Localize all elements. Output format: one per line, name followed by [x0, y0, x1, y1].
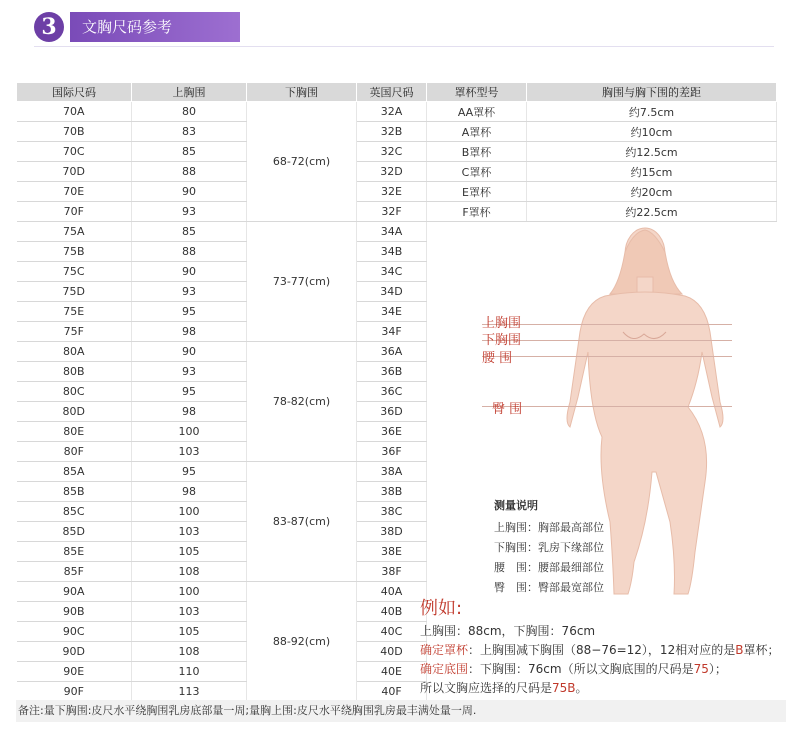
cell-uk-size: 36F [357, 442, 427, 462]
cell-uk-size: 38E [357, 542, 427, 562]
table-row [17, 162, 777, 182]
cell-uk-size: 40C [357, 622, 427, 642]
cell-uk-size: 38F [357, 562, 427, 582]
cell-uk-size: 34A [357, 222, 427, 242]
footnote: 备注:量下胸围:皮尺水平绕胸围乳房底部量一周;量胸上围:皮尺水平绕胸围乳房最丰满处量一周. [16, 700, 786, 722]
section-number-badge: 3 [34, 12, 64, 42]
cell-upper-bust: 113 [132, 682, 247, 702]
cell-difference: 约12.5cm [527, 142, 777, 162]
cell-cup-type: F罩杯 [427, 202, 527, 222]
label-waist: 腰 围 [482, 351, 513, 366]
table-row [17, 102, 777, 122]
cell-upper-bust: 105 [132, 542, 247, 562]
cell-intl-size: 80F [17, 442, 132, 462]
col-header-uk-size: 英国尺码 [357, 83, 427, 102]
cell-intl-size: 70D [17, 162, 132, 182]
cell-intl-size: 75D [17, 282, 132, 302]
example-line-2 [420, 641, 790, 660]
col-header-difference: 胸围与胸下围的差距 [527, 83, 777, 102]
cell-uk-size: 32D [357, 162, 427, 182]
cell-upper-bust: 88 [132, 242, 247, 262]
table-row [17, 182, 777, 202]
cell-upper-bust: 93 [132, 362, 247, 382]
cell-uk-size: 38A [357, 462, 427, 482]
cell-uk-size: 36A [357, 342, 427, 362]
cell-uk-size: 32E [357, 182, 427, 202]
cell-upper-bust: 100 [132, 502, 247, 522]
cell-uk-size: 34D [357, 282, 427, 302]
cell-intl-size: 75A [17, 222, 132, 242]
cell-under-bust: 73-77(cm) [247, 222, 357, 342]
example-cup-end: 罩杯； [743, 643, 780, 657]
cell-upper-bust: 98 [132, 482, 247, 502]
cell-intl-size: 75E [17, 302, 132, 322]
cell-intl-size: 70B [17, 122, 132, 142]
cell-difference: 约15cm [527, 162, 777, 182]
cell-intl-size: 80A [17, 342, 132, 362]
cell-uk-size: 36C [357, 382, 427, 402]
example-box [420, 598, 790, 698]
cell-uk-size: 34C [357, 262, 427, 282]
cell-uk-size: 32F [357, 202, 427, 222]
cell-upper-bust: 98 [132, 322, 247, 342]
cell-cup-type: B罩杯 [427, 142, 527, 162]
cell-upper-bust: 110 [132, 662, 247, 682]
cell-uk-size: 40E [357, 662, 427, 682]
cell-intl-size: 85D [17, 522, 132, 542]
cell-upper-bust: 108 [132, 642, 247, 662]
cell-upper-bust: 83 [132, 122, 247, 142]
cell-uk-size: 38D [357, 522, 427, 542]
label-hip: 臀 围 [492, 402, 523, 417]
example-title: 例如: [420, 598, 463, 619]
cell-uk-size: 34B [357, 242, 427, 262]
cell-upper-bust: 90 [132, 182, 247, 202]
cell-intl-size: 75C [17, 262, 132, 282]
label-upper-bust: 上胸围 [482, 316, 522, 331]
cell-under-bust: 88-92(cm) [247, 582, 357, 702]
cell-intl-size: 70F [17, 202, 132, 222]
cell-uk-size: 40B [357, 602, 427, 622]
cell-intl-size: 80D [17, 402, 132, 422]
example-cup-text: ：上胸围减下胸围（88−76=12），12相对应的是 [468, 643, 736, 657]
cell-intl-size: 90C [17, 622, 132, 642]
example-cup-label: 确定罩杯 [420, 643, 469, 657]
cell-under-bust: 68-72(cm) [247, 102, 357, 222]
measurement-explanation [494, 496, 604, 598]
cell-difference: 约22.5cm [527, 202, 777, 222]
cell-upper-bust: 90 [132, 342, 247, 362]
cell-uk-size: 34F [357, 322, 427, 342]
cell-intl-size: 75F [17, 322, 132, 342]
cell-upper-bust: 103 [132, 522, 247, 542]
cell-uk-size: 32A [357, 102, 427, 122]
cell-intl-size: 80B [17, 362, 132, 382]
cell-uk-size: 40D [357, 642, 427, 662]
cell-upper-bust: 103 [132, 442, 247, 462]
header-divider [34, 46, 774, 47]
explanation-line: 下胸围：乳房下缘部位 [494, 541, 604, 554]
cell-intl-size: 75B [17, 242, 132, 262]
cell-intl-size: 85B [17, 482, 132, 502]
cell-cup-type: E罩杯 [427, 182, 527, 202]
section-title: 文胸尺码参考 [70, 12, 240, 42]
col-header-upper-bust: 上胸围 [132, 83, 247, 102]
cell-upper-bust: 93 [132, 282, 247, 302]
table-row [17, 122, 777, 142]
cell-uk-size: 36E [357, 422, 427, 442]
explanation-line: 臀 围：臀部最宽部位 [494, 581, 604, 594]
explanation-line: 腰 围：腰部最细部位 [494, 561, 604, 574]
example-band-end: ）； [708, 662, 727, 676]
example-band-text: ：下胸围：76cm（所以文胸底围的尺码是 [468, 662, 694, 676]
cell-intl-size: 85F [17, 562, 132, 582]
cell-upper-bust: 85 [132, 142, 247, 162]
cell-intl-size: 85A [17, 462, 132, 482]
explanation-line: 上胸围：胸部最高部位 [494, 521, 604, 534]
cell-upper-bust: 108 [132, 562, 247, 582]
label-under-bust: 下胸围 [482, 333, 522, 348]
waist-line [482, 356, 732, 357]
cell-upper-bust: 93 [132, 202, 247, 222]
cell-intl-size: 90E [17, 662, 132, 682]
cell-upper-bust: 100 [132, 422, 247, 442]
cell-uk-size: 40A [357, 582, 427, 602]
col-header-under-bust: 下胸围 [247, 83, 357, 102]
cell-upper-bust: 98 [132, 402, 247, 422]
cell-cup-type: A罩杯 [427, 122, 527, 142]
cell-intl-size: 70E [17, 182, 132, 202]
table-row [17, 142, 777, 162]
cell-uk-size: 38C [357, 502, 427, 522]
cell-difference: 约10cm [527, 122, 777, 142]
example-line-1: 上胸围：88cm，下胸围：76cm [420, 624, 596, 638]
cell-uk-size: 32C [357, 142, 427, 162]
cell-uk-size: 36B [357, 362, 427, 382]
cell-upper-bust: 80 [132, 102, 247, 122]
example-result-end: 。 [575, 681, 588, 695]
cell-uk-size: 38B [357, 482, 427, 502]
cell-intl-size: 80E [17, 422, 132, 442]
cell-intl-size: 90B [17, 602, 132, 622]
cell-upper-bust: 85 [132, 222, 247, 242]
cell-difference: 约7.5cm [527, 102, 777, 122]
cell-upper-bust: 95 [132, 302, 247, 322]
cell-upper-bust: 95 [132, 462, 247, 482]
example-result-highlight: 75B [552, 681, 576, 695]
cell-upper-bust: 100 [132, 582, 247, 602]
cell-intl-size: 90A [17, 582, 132, 602]
example-line-3 [420, 660, 790, 679]
cell-uk-size: 40F [357, 682, 427, 702]
cell-upper-bust: 105 [132, 622, 247, 642]
cell-intl-size: 90D [17, 642, 132, 662]
example-result-text: 所以文胸应选择的尺码是 [420, 681, 553, 695]
cell-intl-size: 85E [17, 542, 132, 562]
table-row [17, 202, 777, 222]
cell-upper-bust: 90 [132, 262, 247, 282]
cell-cup-type: C罩杯 [427, 162, 527, 182]
cell-difference: 约20cm [527, 182, 777, 202]
example-cup-highlight: B [735, 643, 744, 657]
cell-intl-size: 90F [17, 682, 132, 702]
cell-upper-bust: 88 [132, 162, 247, 182]
cell-intl-size: 70A [17, 102, 132, 122]
cell-intl-size: 70C [17, 142, 132, 162]
example-band-highlight: 75 [693, 662, 709, 676]
example-band-label: 确定底围 [420, 662, 469, 676]
cell-cup-type: AA罩杯 [427, 102, 527, 122]
example-line-4 [420, 679, 790, 698]
col-header-intl-size: 国际尺码 [17, 83, 132, 102]
cell-uk-size: 32B [357, 122, 427, 142]
cell-uk-size: 34E [357, 302, 427, 322]
cell-under-bust: 78-82(cm) [247, 342, 357, 462]
cell-intl-size: 80C [17, 382, 132, 402]
table-header-row [17, 83, 777, 102]
cell-upper-bust: 103 [132, 602, 247, 622]
cell-intl-size: 85C [17, 502, 132, 522]
cell-upper-bust: 95 [132, 382, 247, 402]
explanation-title: 测量说明 [494, 499, 538, 512]
col-header-cup-type: 罩杯型号 [427, 83, 527, 102]
cell-uk-size: 36D [357, 402, 427, 422]
cell-under-bust: 83-87(cm) [247, 462, 357, 582]
